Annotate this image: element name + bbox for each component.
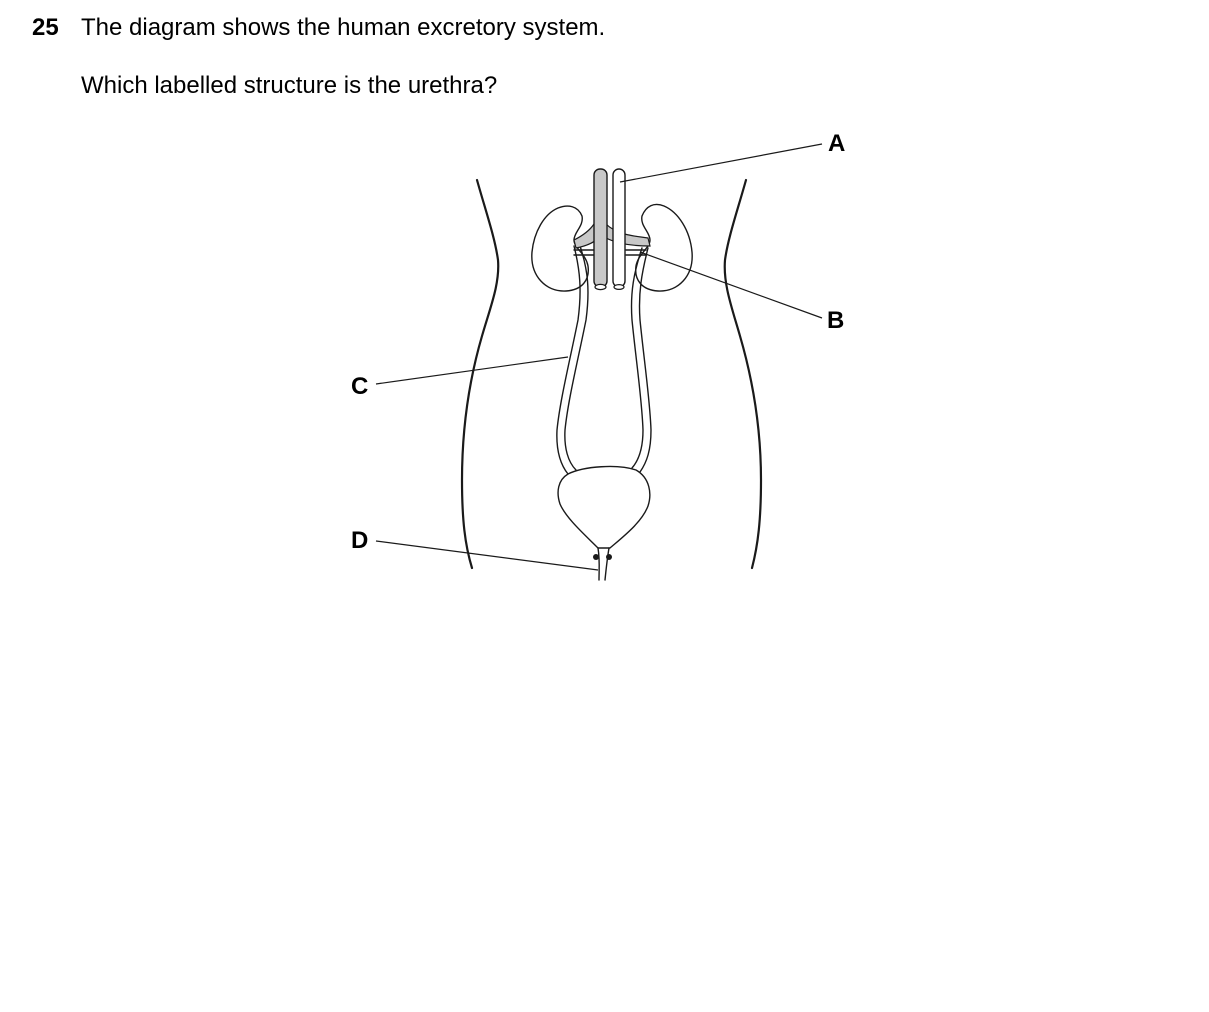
kidney-right: [636, 204, 692, 291]
leader-line-a: [620, 144, 822, 182]
vena-cava: [594, 169, 607, 287]
ureter-right-outer: [639, 248, 651, 472]
bladder-group: [558, 467, 650, 580]
label-b: B: [827, 307, 845, 334]
renal-vessels: [574, 224, 650, 255]
body-outline-right: [725, 180, 761, 568]
vena-cava-end: [595, 284, 606, 289]
sphincter-right: [606, 554, 612, 560]
label-a: A: [828, 130, 846, 157]
label-d: D: [351, 527, 369, 554]
question-prompt: Which labelled structure is the urethra?: [81, 72, 498, 99]
body-outline-left: [462, 180, 498, 568]
question-stem: The diagram shows the human excretory system.: [81, 14, 606, 41]
bladder: [558, 467, 650, 548]
sphincter-left: [593, 554, 599, 560]
kidneys: [532, 204, 692, 291]
renal-artery-left: [574, 250, 594, 255]
question-number: 25: [32, 14, 59, 41]
aorta: [613, 169, 625, 287]
label-c: C: [351, 373, 369, 400]
ureter-left-inner: [565, 246, 588, 470]
aorta-end: [614, 285, 624, 290]
urethra: [598, 548, 609, 580]
leader-line-d: [376, 541, 598, 570]
ureter-left-outer: [557, 246, 580, 474]
